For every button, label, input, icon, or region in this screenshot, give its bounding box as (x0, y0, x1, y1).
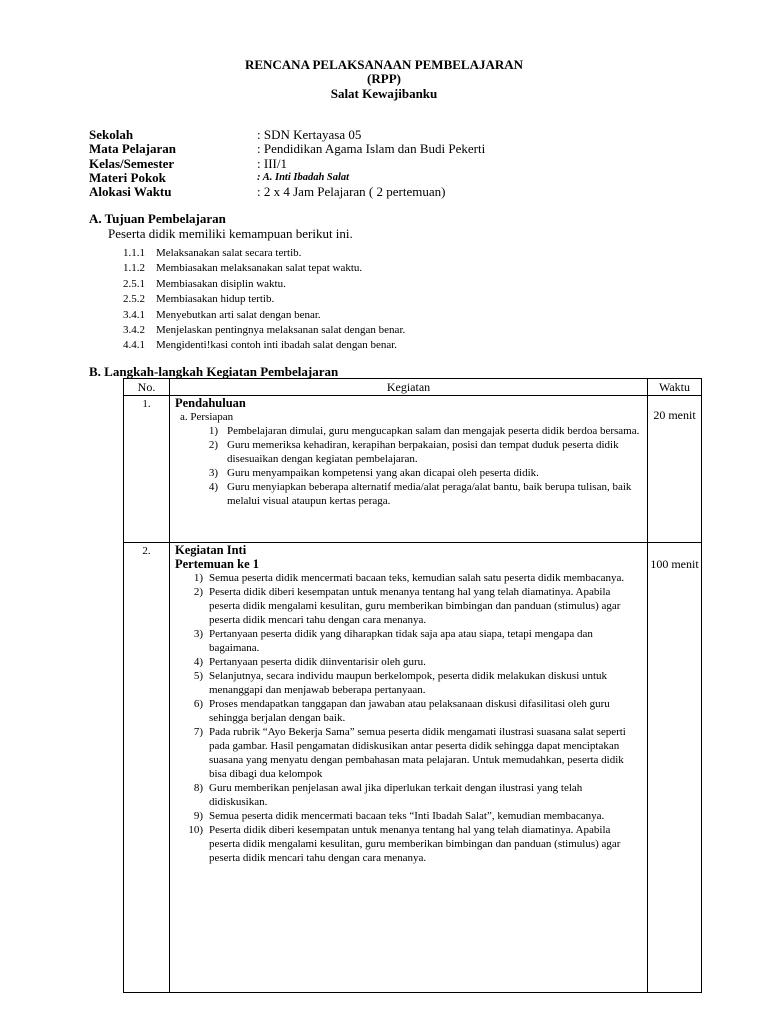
list-item (175, 669, 643, 697)
list-item (175, 655, 643, 669)
list-item (175, 823, 643, 865)
item-number: 1) (208, 425, 218, 437)
section-b-heading: B. Langkah-langkah Kegiatan Pembelajaran (89, 364, 339, 379)
document-title: RENCANA PELAKSANAAN PEMBELAJARAN (244, 57, 524, 72)
goal-text: Melaksanakan salat secara tertib. (156, 247, 302, 259)
item-number: 2) (208, 439, 218, 451)
item-text: Guru memberikan penjelasan awal jika diperlukan terkait dengan ilustrasi yang telah didiskusikan. (209, 782, 583, 808)
list-item (123, 246, 405, 261)
goal-text: Mengidenti!kasi contoh inti ibadah salat dengan benar. (156, 339, 398, 352)
goal-number: 2.5.1 (123, 277, 145, 290)
goal-text: Membiasakan melaksanakan salat tepat waktu. (156, 262, 363, 275)
info-row-sekolah (89, 128, 485, 142)
goals-list (123, 246, 405, 354)
item-text: Pertanyaan peserta didik yang diharapkan tidak saja apa atau siapa, tetapi mengapa dan bagaimana. (209, 628, 593, 654)
goal-text: Menyebutkan arti salat dengan benar. (156, 308, 321, 321)
activity-list (175, 424, 643, 508)
info-row-materi (89, 171, 485, 185)
goal-text: Membiasakan hidup tertib. (156, 293, 275, 306)
list-item (123, 338, 405, 353)
list-item (123, 261, 405, 276)
item-text: Pertanyaan peserta didik diinventarisir oleh guru. (209, 656, 426, 668)
item-text: Proses mendapatkan tanggapan dan jawaban atau pelaksanaan diskusi difasilitasi oleh guru sehingga berjalan dengan baik. (209, 698, 610, 724)
item-text: Pembelajaran dimulai, guru mengucapkan salam dan mengajak peserta didik berdoa bersama. (227, 425, 640, 437)
goal-number: 2.5.2 (123, 293, 145, 306)
list-item (123, 308, 405, 323)
goal-text: Menjelaskan pentingnya melaksanan salat dengan benar. (156, 323, 406, 336)
info-value: : 2 x 4 Jam Pelajaran ( 2 pertemuan) (257, 184, 446, 200)
item-text: Guru menyampaikan kompetensi yang akan dicapai oleh peserta didik. (227, 467, 539, 479)
list-item (175, 697, 643, 725)
activities-table (123, 378, 702, 993)
info-value: : III/1 (257, 155, 287, 171)
row-time: 20 menit (648, 396, 702, 543)
goal-text: Membiasakan disiplin waktu. (156, 277, 286, 290)
row-subtitle: a. Persiapan (180, 411, 234, 423)
list-item (123, 292, 405, 307)
list-item (175, 725, 643, 781)
item-number: 5) (193, 670, 203, 682)
item-text: Guru memeriksa kehadiran, kerapihan berpakaian, posisi dan tempat duduk peserta didik disesuaikan dengan kegiatan pembelajaran. (227, 439, 619, 465)
goal-number: 1.1.2 (123, 262, 145, 275)
header-waktu: Waktu (648, 379, 702, 396)
identity-block (89, 128, 485, 199)
list-item (175, 480, 643, 508)
item-number: 3) (208, 467, 218, 479)
header-no: No. (124, 379, 170, 396)
goal-number: 4.4.1 (123, 339, 145, 352)
list-item (175, 424, 643, 438)
list-item (175, 466, 643, 480)
goal-number: 3.4.1 (123, 308, 145, 321)
item-number: 10) (188, 824, 203, 836)
info-label: Kelas/Semester (89, 155, 175, 171)
item-number: 2) (193, 586, 203, 598)
item-number: 6) (193, 698, 203, 710)
section-a-intro: Peserta didik memiliki kemampuan berikut ini. (108, 226, 353, 241)
item-number: 8) (193, 782, 203, 794)
table-row (124, 543, 702, 993)
list-item (123, 323, 405, 338)
row-number: 2. (124, 543, 170, 993)
item-text: Peserta didik diberi kesempatan untuk menanya tentang hal yang telah diamatinya. Apabila peserta didik mengalami kesulitan, guru memberikan bimbingan dan panduan (stimulus) agar peserta didik mencari tahu dengan cara menanya. (209, 586, 621, 626)
item-text: Semua peserta didik mencermati bacaan teks, kemudian salah satu peserta didik membacanya. (209, 572, 625, 584)
item-text: Selanjutnya, secara individu maupun berkelompok, peserta didik melakukan diskusi untuk menanggapi dan menjawab beberapa pertanyaan. (209, 670, 608, 696)
row-title: Pendahuluan (175, 396, 246, 410)
goal-number: 1.1.1 (123, 247, 145, 259)
document-topic: Salat Kewajibanku (330, 86, 438, 101)
row-activity (170, 543, 648, 993)
info-row-alokasi (89, 185, 485, 199)
list-item (123, 277, 405, 292)
item-number: 4) (193, 656, 203, 668)
list-item (175, 438, 643, 466)
list-item (175, 585, 643, 627)
list-item (175, 627, 643, 655)
item-number: 4) (208, 481, 218, 493)
info-label: Materi Pokok (89, 169, 166, 185)
section-a-heading: A. Tujuan Pembelajaran (89, 211, 226, 226)
item-number: 7) (193, 726, 203, 738)
info-value: : A. Inti Ibadah Salat (257, 171, 350, 183)
item-text: Semua peserta didik mencermati bacaan teks “Inti Ibadah Salat”, kemudian membacanya. (209, 810, 605, 822)
row-title: Kegiatan Inti (175, 543, 247, 557)
info-row-mata-pelajaran (89, 142, 485, 156)
list-item (175, 571, 643, 585)
info-label: Sekolah (89, 127, 134, 142)
list-item (175, 781, 643, 809)
row-activity (170, 396, 648, 543)
table-header-row (124, 379, 702, 396)
item-number: 1) (193, 572, 203, 584)
info-label: Alokasi Waktu (89, 184, 172, 200)
list-item (175, 809, 643, 823)
table-row (124, 396, 702, 543)
info-value: : SDN Kertayasa 05 (257, 127, 362, 142)
item-text: Peserta didik diberi kesempatan untuk menanya tentang hal yang telah diamatinya. Apabila peserta didik mengalami kesulitan, guru memberikan bimbingan dan panduan (stimulus) agar peserta didik mencari tahu dengan cara menanya. (209, 824, 621, 864)
document-subtitle: (RPP) (367, 71, 401, 86)
activity-list (175, 571, 643, 865)
item-number: 3) (193, 628, 203, 640)
header-kegiatan: Kegiatan (170, 379, 648, 396)
row-time: 100 menit (648, 543, 702, 993)
info-value: : Pendidikan Agama Islam dan Budi Pekerti (257, 141, 486, 157)
item-number: 9) (193, 810, 203, 822)
info-label: Mata Pelajaran (89, 141, 177, 157)
row-subtitle: Pertemuan ke 1 (175, 557, 260, 571)
row-number: 1. (124, 396, 170, 543)
item-text: Guru menyiapkan beberapa alternatif media/alat peraga/alat bantu, baik berupa tulisan, baik melalui visual ataupun kertas peraga. (227, 481, 632, 507)
info-row-kelas (89, 157, 485, 171)
item-text: Pada rubrik “Ayo Bekerja Sama” semua peserta didik mengamati ilustrasi suasana salat seperti pada gambar. Hasil pengamatan didiskusikan antar peserta didik sehingga dapat menciptakan suasana yang menyatu dengan pembahasan mata pelajaran. Untuk memudahkan, peserta didik bisa dibagi dua kelompok (209, 726, 626, 780)
goal-number: 3.4.2 (123, 323, 145, 336)
